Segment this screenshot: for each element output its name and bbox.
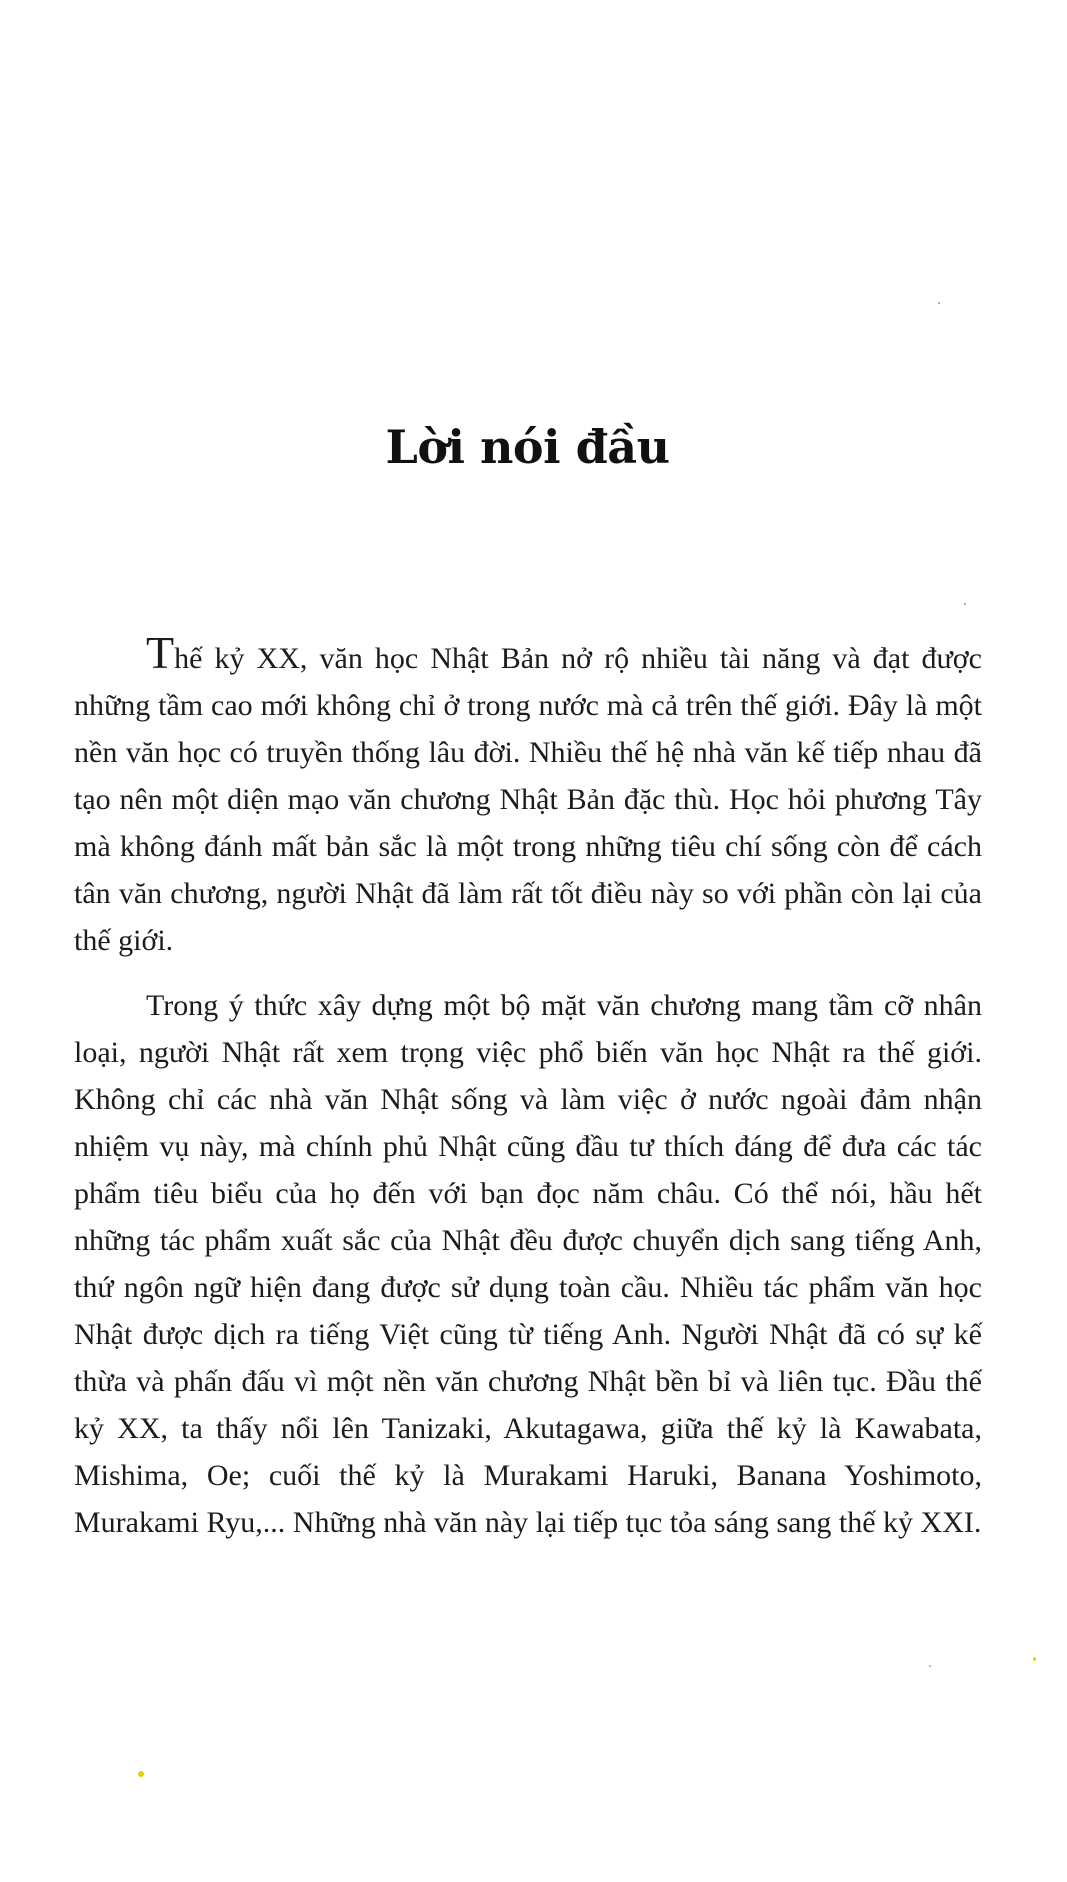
scan-speck [938, 302, 940, 304]
drop-cap: T [146, 627, 175, 678]
page-title: Lời nói đầu [385, 420, 670, 474]
scan-speck [964, 603, 966, 605]
scan-speck [1033, 1657, 1036, 1661]
body-text [74, 627, 982, 1546]
scan-speck [138, 1771, 144, 1777]
paragraph-2: Trong ý thức xây dựng một bộ mặt văn chương mang tầm cỡ nhân loại, người Nhật rất xem trọng việc phổ biến văn học Nhật ra thế giới. Không chỉ các nhà văn Nhật sống và làm việc ở nước ngoài đảm nhận nhiệm vụ này, mà chính phủ Nhật cũng đầu tư thích đáng để đưa các tác phẩm tiêu biểu của họ đến với bạn đọc năm châu. Có thể nói, hầu hết những tác phẩm xuất sắc của Nhật đều được chuyển dịch sang tiếng Anh, thứ ngôn ngữ hiện đang được sử dụng toàn cầu. Nhiều tác phẩm văn học Nhật được dịch ra tiếng Việt cũng từ tiếng Anh. Người Nhật đã có sự kế thừa và phấn đấu vì một nền văn chương Nhật bền bỉ và liên tục. Đầu thế kỷ XX, ta thấy nổi lên Tanizaki, Akutagawa, giữa thế kỷ là Kawabata, Mishima, Oe; cuối thế kỷ là Murakami Haruki, Banana Yoshimoto, Murakami Ryu,... Những nhà văn này lại tiếp tục tỏa sáng sang thế kỷ XXI. [74, 989, 982, 1539]
scan-speck [929, 1665, 931, 1667]
paragraph-1 [74, 627, 982, 964]
paragraph-1-text: hế kỷ XX, văn học Nhật Bản nở rộ nhiều tài năng và đạt được những tầm cao mới không chỉ ở trong nước mà cả trên thế giới. Đây là một nền văn học có truyền thống lâu đời. Nhiều thế hệ nhà văn kế tiếp nhau đã tạo nên một diện mạo văn chương Nhật Bản đặc thù. Học hỏi phương Tây mà không đánh mất bản sắc là một trong những tiêu chí sống còn để cách tân văn chương, người Nhật đã làm rất tốt điều này so với phần còn lại của thế giới. [74, 642, 982, 957]
